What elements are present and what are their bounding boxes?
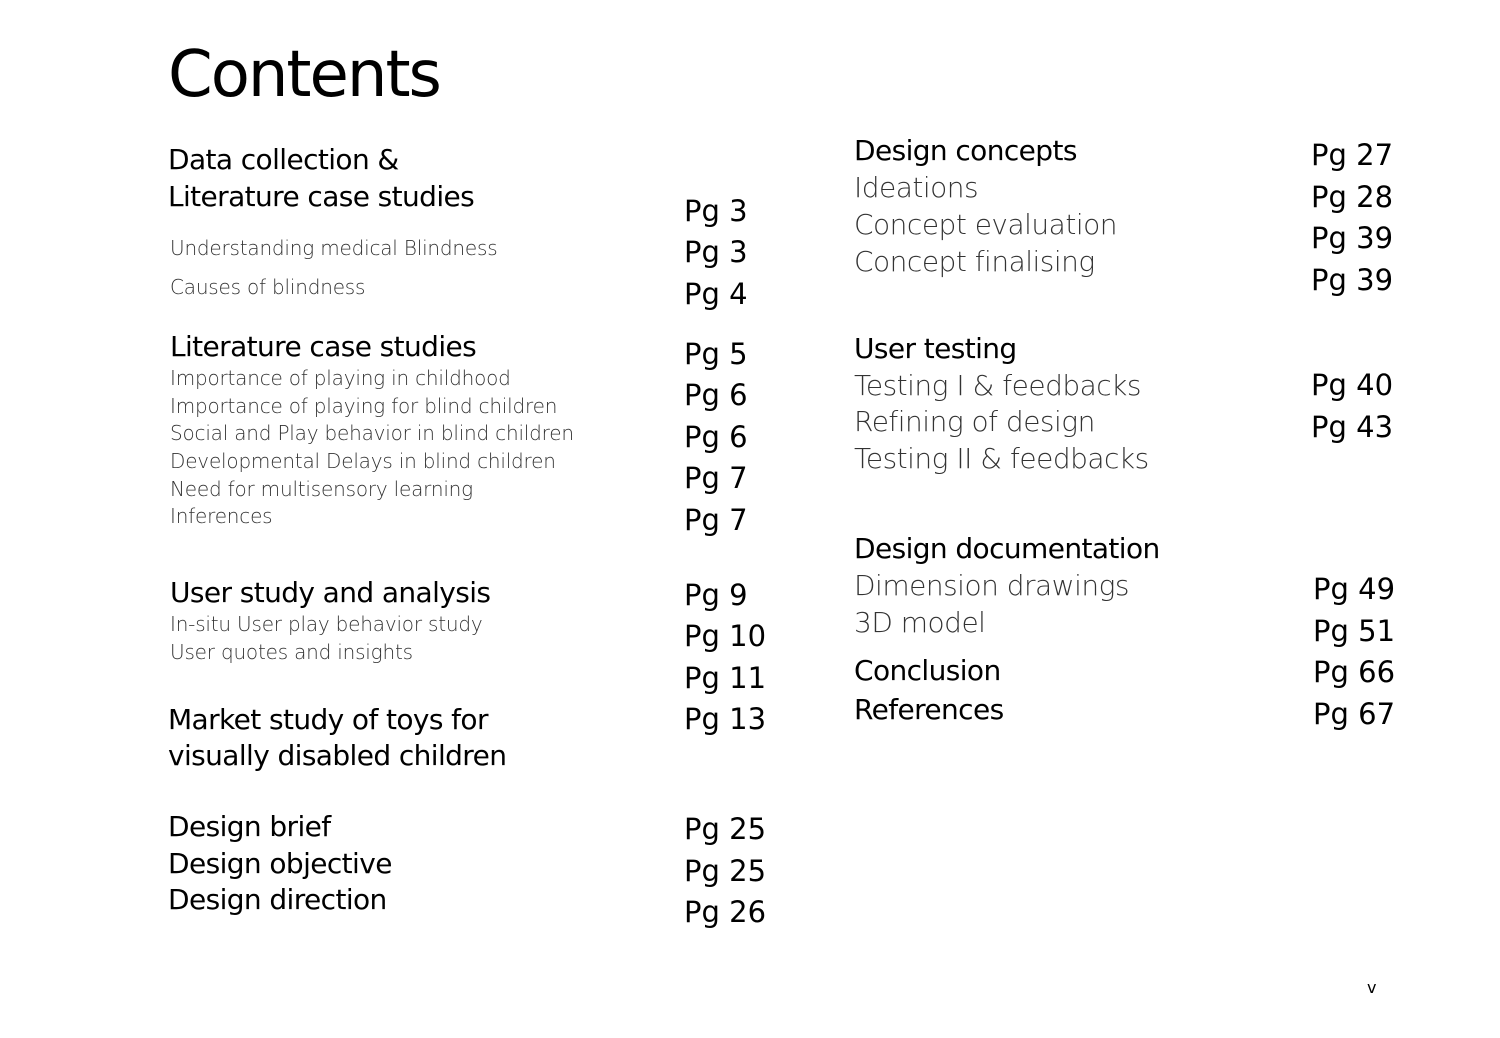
page-ref: Pg 67 bbox=[1313, 697, 1396, 731]
toc-item: User quotes and insights bbox=[170, 640, 413, 664]
page-ref: Pg 49 bbox=[1313, 572, 1396, 606]
page-ref: Pg 7 bbox=[684, 461, 748, 495]
page-ref: Pg 39 bbox=[1311, 221, 1394, 255]
section-heading-design-concepts: Design concepts bbox=[854, 134, 1077, 167]
section-heading-user-study: User study and analysis bbox=[170, 576, 491, 609]
toc-item: Causes of blindness bbox=[170, 275, 366, 299]
page-ref: Pg 39 bbox=[1311, 263, 1394, 297]
toc-item: 3D model bbox=[854, 606, 986, 639]
page-ref: Pg 5 bbox=[684, 337, 748, 371]
section-heading-market-study-line1: Market study of toys for bbox=[168, 703, 488, 736]
toc-item: Understanding medical Blindness bbox=[170, 236, 498, 260]
footer-page-number: v bbox=[1367, 978, 1377, 997]
toc-item: Concept finalising bbox=[854, 245, 1095, 278]
section-heading-market-study-line2: visually disabled children bbox=[168, 739, 507, 772]
page-ref: Pg 40 bbox=[1311, 368, 1394, 402]
section-heading-design-documentation: Design documentation bbox=[854, 532, 1160, 565]
page-ref: Pg 11 bbox=[684, 661, 767, 695]
section-heading-design-objective: Design objective bbox=[168, 847, 392, 880]
toc-item: Importance of playing for blind children bbox=[170, 394, 558, 418]
page-ref: Pg 6 bbox=[684, 420, 748, 454]
page-title: Contents bbox=[168, 38, 440, 112]
toc-item: In-situ User play behavior study bbox=[170, 612, 483, 636]
page-ref: Pg 9 bbox=[684, 578, 748, 612]
toc-item: Concept evaluation bbox=[854, 208, 1117, 241]
page-ref: Pg 13 bbox=[684, 702, 767, 736]
section-heading-conclusion: Conclusion bbox=[854, 654, 1001, 687]
page-ref: Pg 26 bbox=[684, 895, 767, 929]
toc-item: Testing I & feedbacks bbox=[854, 369, 1141, 402]
toc-item: Dimension drawings bbox=[854, 569, 1129, 602]
page-ref: Pg 25 bbox=[684, 812, 767, 846]
section-heading-design-brief: Design brief bbox=[168, 810, 331, 843]
section-heading-references: References bbox=[854, 693, 1004, 726]
toc-item: Refining of design bbox=[854, 405, 1095, 438]
toc-item: Social and Play behavior in blind children bbox=[170, 421, 574, 445]
section-heading-data-collection-line2: Literature case studies bbox=[168, 180, 475, 213]
page-ref: Pg 25 bbox=[684, 854, 767, 888]
page-ref: Pg 7 bbox=[684, 503, 748, 537]
page-ref: Pg 51 bbox=[1313, 614, 1396, 648]
toc-item: Importance of playing in childhood bbox=[170, 366, 511, 390]
page-ref: Pg 6 bbox=[684, 378, 748, 412]
section-heading-design-direction: Design direction bbox=[168, 883, 387, 916]
page-ref: Pg 10 bbox=[684, 619, 767, 653]
page-ref: Pg 43 bbox=[1311, 410, 1394, 444]
page-ref: Pg 3 bbox=[684, 194, 748, 228]
section-heading-user-testing: User testing bbox=[854, 332, 1017, 365]
page-ref: Pg 27 bbox=[1311, 138, 1394, 172]
toc-item: Testing II & feedbacks bbox=[854, 442, 1149, 475]
page-ref: Pg 66 bbox=[1313, 655, 1396, 689]
page-ref: Pg 28 bbox=[1311, 180, 1394, 214]
section-heading-data-collection-line1: Data collection & bbox=[168, 143, 399, 176]
page-ref: Pg 3 bbox=[684, 235, 748, 269]
toc-item: Need for multisensory learning bbox=[170, 477, 473, 501]
toc-item: Developmental Delays in blind children bbox=[170, 449, 556, 473]
section-heading-literature: Literature case studies bbox=[170, 330, 477, 363]
page-ref: Pg 4 bbox=[684, 277, 748, 311]
toc-item: Inferences bbox=[170, 504, 273, 528]
toc-item: Ideations bbox=[854, 171, 979, 204]
